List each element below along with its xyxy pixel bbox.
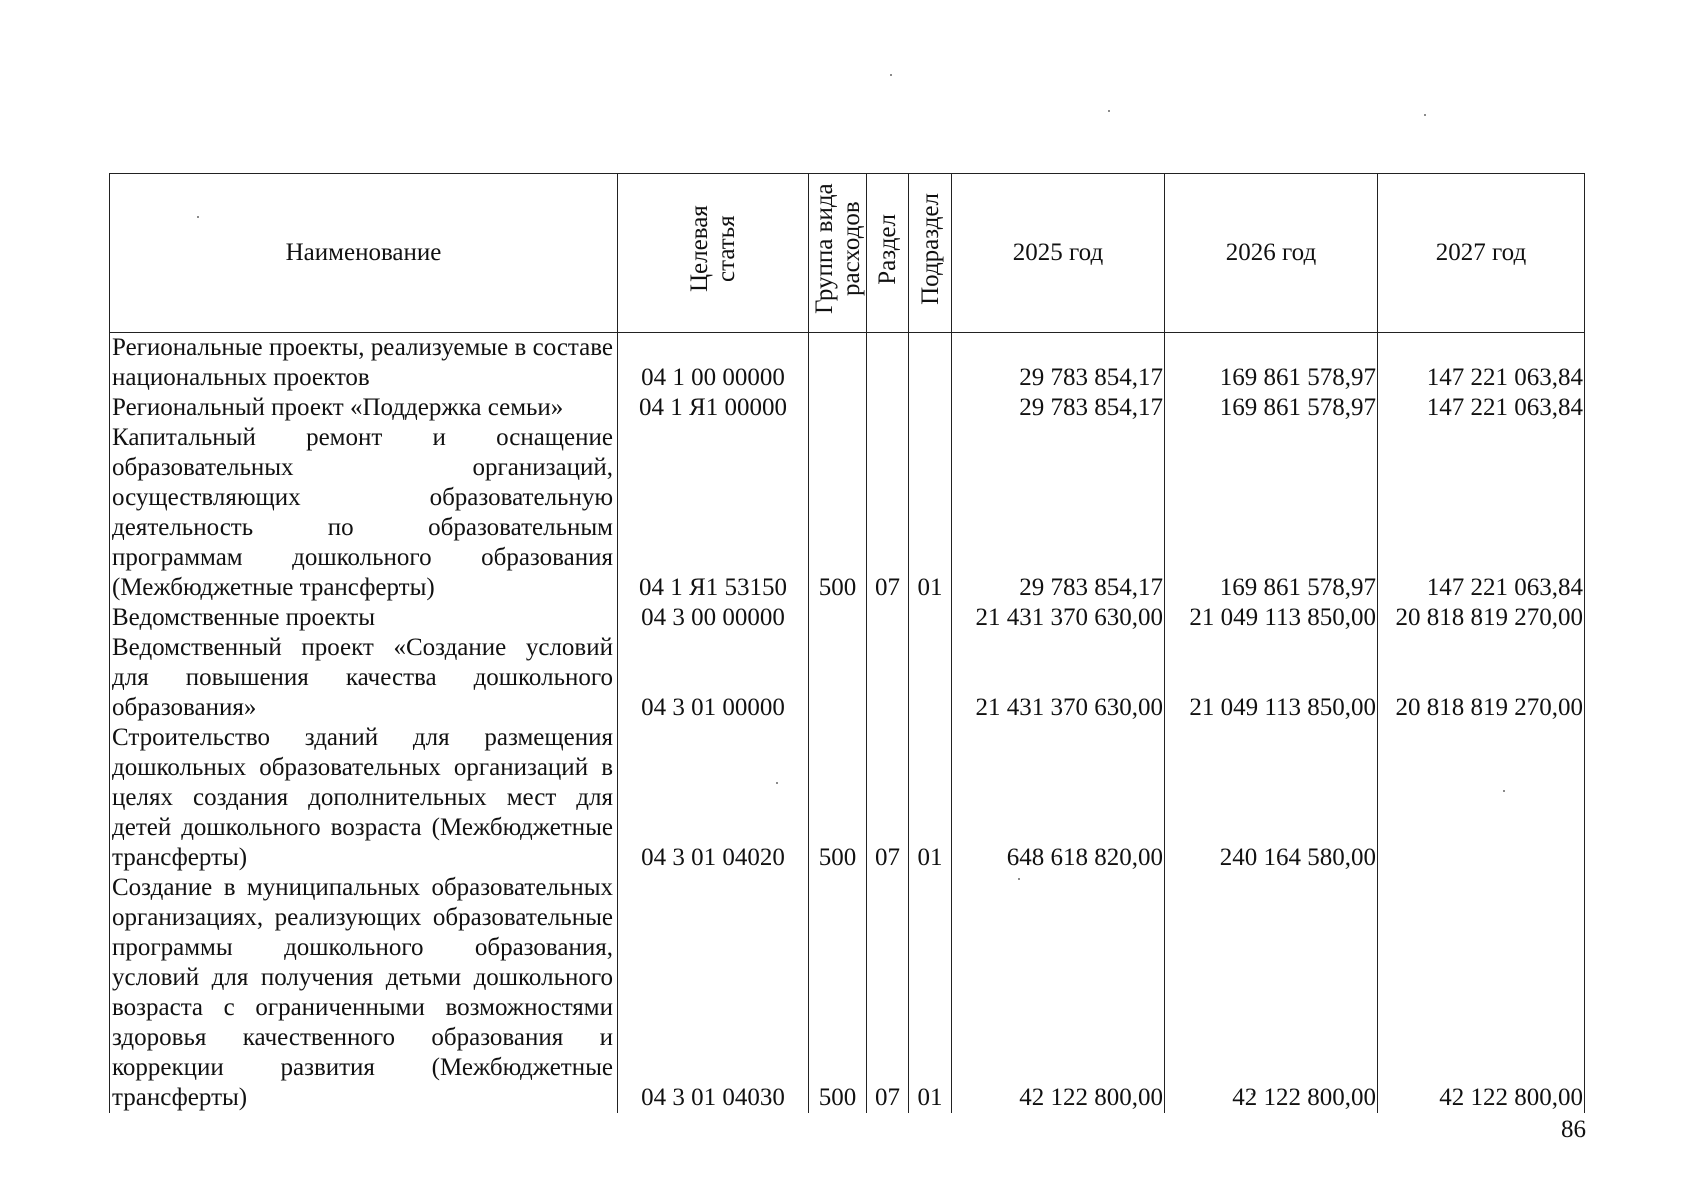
row-amount-2025: 648 618 820,00 xyxy=(952,723,1165,873)
table-body xyxy=(110,333,1585,1114)
row-target-article: 04 3 01 04020 xyxy=(618,723,809,873)
row-section: 07 xyxy=(867,423,909,603)
scan-speck xyxy=(1108,110,1110,112)
row-target-article: 04 3 01 00000 xyxy=(618,633,809,723)
row-amount-2026: 169 861 578,97 xyxy=(1165,423,1378,603)
row-amount-2027: 147 221 063,84 xyxy=(1378,423,1585,603)
row-amount-2025: 42 122 800,00 xyxy=(952,873,1165,1113)
row-target-article: 04 3 00 00000 xyxy=(618,603,809,633)
row-name: Создание в муниципальных образовательных организациях, реализующих образовательные программы дошкольного образования, условий для получения детьми дошкольного возраста с ограниченными возможностями здоровья качественного образования и коррекции развития (Межбюджетные трансферты) xyxy=(110,873,618,1113)
row-name: Ведомственный проект «Создание условий для повышения качества дошкольного образования» xyxy=(110,633,618,723)
table-row xyxy=(110,393,1585,423)
header-name xyxy=(110,174,618,333)
row-expense-group xyxy=(809,333,867,394)
header-2026 xyxy=(1165,174,1378,333)
row-amount-2026: 169 861 578,97 xyxy=(1165,393,1378,423)
header-2027 xyxy=(1378,174,1585,333)
row-subsection: 01 xyxy=(909,723,952,873)
row-amount-2025: 21 431 370 630,00 xyxy=(952,633,1165,723)
header-subsection xyxy=(909,174,952,333)
row-amount-2025: 29 783 854,17 xyxy=(952,393,1165,423)
table-row xyxy=(110,873,1585,1113)
budget-table-container xyxy=(109,173,1584,1113)
row-amount-2025: 29 783 854,17 xyxy=(952,333,1165,394)
scan-speck xyxy=(890,74,892,76)
header-2026-label: 2026 год xyxy=(1225,239,1317,266)
row-target-article: 04 1 Я1 53150 xyxy=(618,423,809,603)
table-header xyxy=(110,174,1585,333)
row-expense-group: 500 xyxy=(809,873,867,1113)
row-amount-2026: 42 122 800,00 xyxy=(1165,873,1378,1113)
row-expense-group xyxy=(809,603,867,633)
budget-table xyxy=(109,173,1585,1113)
row-amount-2026: 169 861 578,97 xyxy=(1165,333,1378,394)
row-target-article: 04 1 Я1 00000 xyxy=(618,393,809,423)
row-subsection: 01 xyxy=(909,873,952,1113)
table-row xyxy=(110,723,1585,873)
row-section: 07 xyxy=(867,723,909,873)
row-section xyxy=(867,393,909,423)
row-subsection xyxy=(909,393,952,423)
row-amount-2027: 20 818 819 270,00 xyxy=(1378,603,1585,633)
header-row xyxy=(110,174,1585,333)
row-amount-2027: 147 221 063,84 xyxy=(1378,333,1585,394)
row-name: Строительство зданий для размещения дошкольных образовательных организаций в целях создания дополнительных мест для детей дошкольного возраста (Межбюджетные трансферты) xyxy=(110,723,618,873)
row-section: 07 xyxy=(867,873,909,1113)
table-row xyxy=(110,423,1585,603)
row-amount-2027: 20 818 819 270,00 xyxy=(1378,633,1585,723)
table-row xyxy=(110,633,1585,723)
row-subsection xyxy=(909,633,952,723)
scan-speck xyxy=(1424,114,1426,116)
header-2025 xyxy=(952,174,1165,333)
row-name: Ведомственные проекты xyxy=(110,603,618,633)
header-expense-group xyxy=(809,174,867,333)
header-section-label: Раздел xyxy=(874,213,901,285)
row-expense-group xyxy=(809,633,867,723)
row-amount-2025: 29 783 854,17 xyxy=(952,423,1165,603)
row-target-article: 04 3 01 04030 xyxy=(618,873,809,1113)
row-amount-2026: 21 049 113 850,00 xyxy=(1165,633,1378,723)
row-amount-2026: 21 049 113 850,00 xyxy=(1165,603,1378,633)
header-2027-label: 2027 год xyxy=(1435,239,1527,266)
table-row xyxy=(110,333,1585,394)
row-amount-2025: 21 431 370 630,00 xyxy=(952,603,1165,633)
row-subsection: 01 xyxy=(909,423,952,603)
row-name: Капитальный ремонт и оснащение образовательных организаций, осуществляющих образовательную деятельность по образовательным программам дошкольного образования (Межбюджетные трансферты) xyxy=(110,423,618,603)
row-amount-2027: 42 122 800,00 xyxy=(1378,873,1585,1113)
row-subsection xyxy=(909,603,952,633)
row-amount-2027: 147 221 063,84 xyxy=(1378,393,1585,423)
header-section xyxy=(867,174,909,333)
page-number: 86 xyxy=(1561,1116,1586,1143)
header-subsection-label: Подраздел xyxy=(916,193,944,305)
row-name: Региональный проект «Поддержка семьи» xyxy=(110,393,618,423)
row-target-article: 04 1 00 00000 xyxy=(618,333,809,394)
row-amount-2026: 240 164 580,00 xyxy=(1165,723,1378,873)
row-expense-group xyxy=(809,393,867,423)
header-target-article-label: Целевая статья xyxy=(686,205,740,293)
row-expense-group: 500 xyxy=(809,723,867,873)
row-subsection xyxy=(909,333,952,394)
row-name: Региональные проекты, реализуемые в составе национальных проектов xyxy=(110,333,618,394)
row-section xyxy=(867,333,909,394)
table-row xyxy=(110,603,1585,633)
header-expense-group-label: Группа вида расходов xyxy=(810,183,865,315)
row-expense-group: 500 xyxy=(809,423,867,603)
header-name-label: Наименование xyxy=(285,239,442,266)
row-section xyxy=(867,633,909,723)
row-amount-2027 xyxy=(1378,723,1585,873)
header-2025-label: 2025 год xyxy=(1012,239,1104,266)
row-section xyxy=(867,603,909,633)
header-target-article xyxy=(618,174,809,333)
